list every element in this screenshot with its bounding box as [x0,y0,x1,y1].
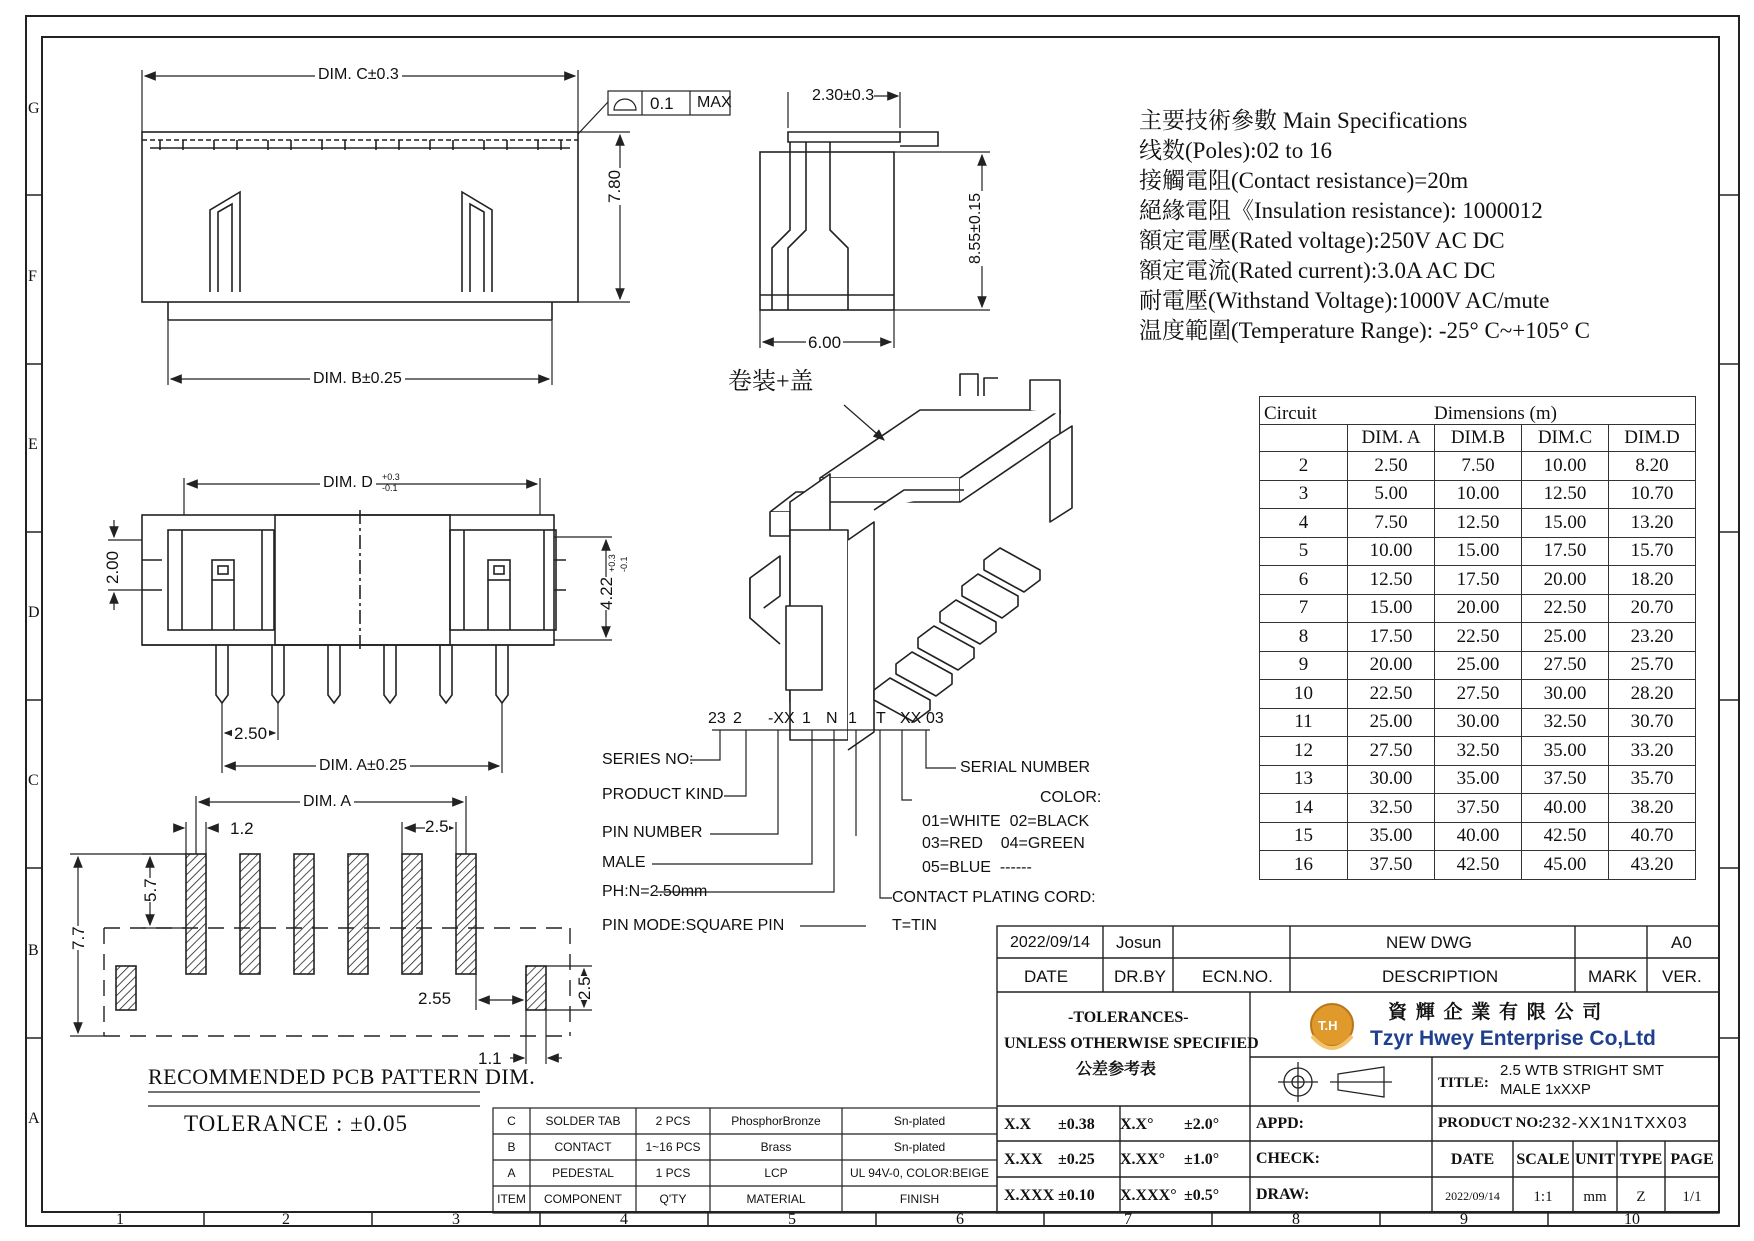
grid-row-label: B [28,942,39,959]
projection-symbol [1278,1062,1392,1102]
dim-table-cell: 10.00 [1348,537,1435,566]
tb-bottom-value: Z [1636,1189,1646,1205]
dim-table-cell: 27.50 [1348,737,1435,766]
bom-header-cell: COMPONENT [544,1192,622,1206]
code-male-label: MALE [602,854,646,871]
dim-table-cell: 8 [1260,623,1348,652]
logo-text: T.H [1318,1018,1338,1033]
spec-title: 主要技術參數 Main Specifications [1139,108,1468,133]
dim-table-cell: 12.50 [1435,509,1522,538]
dim-table-row [1260,566,1696,595]
dim-table-row [1260,765,1696,794]
dim-table-cell: 40.00 [1435,822,1522,851]
pcb-pattern-dims [70,796,592,1106]
dim-table-cell: 15.00 [1435,537,1522,566]
dim-table-cell: 35.70 [1609,765,1696,794]
dim-table-cell: 7.50 [1435,452,1522,481]
top-view-dims [142,70,730,385]
tol-cn: 公差参考表 [1076,1061,1157,1078]
dim-table-cell: 33.20 [1609,737,1696,766]
dim-table-row [1260,851,1696,880]
flatness-max: MAX [697,94,732,111]
grid-col-label: 2 [282,1211,290,1228]
dim-table-cell: 42.50 [1522,822,1609,851]
bom-cell: PhosphorBronze [731,1114,821,1128]
dim-table-cell: 42.50 [1435,851,1522,880]
tb-date-value: 2022/09/14 [1010,934,1091,951]
dim-table-cell: 22.50 [1435,623,1522,652]
side-width: 6.00 [808,333,842,352]
dim-table-circuit-header: Circuit [1264,403,1317,424]
part-code-segment: 1 [848,710,857,727]
tolerance-cell: ±0.38 [1058,1116,1095,1133]
dim-table-group-header: Dimensions (m) [1434,403,1557,424]
dim-table-row [1260,537,1696,566]
tb-check-label: CHECK: [1256,1150,1320,1167]
dim-table-row [1260,680,1696,709]
grid-col-label: 3 [452,1211,460,1228]
dim-table-header-cell: DIM. A [1348,425,1435,452]
dim-d-tol-down: -0.1 [382,483,398,493]
dim-table-cell: 8.20 [1609,452,1696,481]
dim-table-cell: 7 [1260,594,1348,623]
code-pitch-label: PH:N=2.50mm [602,883,708,900]
dim-table-cell: 2 [1260,452,1348,481]
dim-table-header-row [1260,425,1696,452]
grid-row-label: E [28,436,38,453]
dim-table-cell: 30.70 [1609,708,1696,737]
tb-bottom-value: mm [1583,1189,1607,1205]
dim-table-cell: 17.50 [1435,566,1522,595]
dim-table-cell: 40.00 [1522,794,1609,823]
code-serial-label: SERIAL NUMBER [960,759,1091,776]
grid-col-label: 5 [788,1211,796,1228]
tb-bottom-header: DATE [1450,1151,1495,1168]
tb-bottom-header: TYPE [1619,1151,1663,1168]
grid-row-label: G [28,100,40,117]
part-code-segment: 2 [733,710,742,727]
pcb-tab-height: 2.5 [575,976,594,1000]
bom-cell: 1 PCS [655,1166,691,1180]
dim-table-cell: 10.70 [1609,480,1696,509]
dim-table-cell: 38.20 [1609,794,1696,823]
code-color-line-1: 01=WHITE 02=BLACK [922,813,1090,830]
tb-mark-header: MARK [1588,967,1638,986]
grid-col-label: 1 [116,1211,124,1228]
dim-table-cell: 35.00 [1435,765,1522,794]
tb-bottom-header: PAGE [1670,1151,1714,1168]
tol-subtitle: UNLESS OTHERWISE SPECIFIED [1004,1035,1259,1052]
part-code-segment: 1 [802,710,811,727]
dim-table-row [1260,623,1696,652]
code-series-label: SERIES NO: [602,751,694,768]
tb-drby-value: Josun [1116,933,1162,952]
dim-table-cell: 27.50 [1522,651,1609,680]
dim-table-cell: 18.20 [1609,566,1696,595]
pcb-dim-a: DIM. A [300,794,354,810]
dim-table-cell: 15 [1260,822,1348,851]
dim-table-cell: 22.50 [1522,594,1609,623]
dim-table-cell: 10 [1260,680,1348,709]
tolerance-cell: X.X [1004,1116,1032,1133]
dim-table-header-frame [1259,396,1696,425]
part-code-segment: 23 [708,710,726,727]
pcb-pitch: 2.5 [425,817,449,836]
bom-cell: 1~16 PCS [645,1140,701,1154]
pcb-title: RECOMMENDED PCB PATTERN DIM. [148,1064,536,1089]
tb-bottom-value: 1/1 [1682,1189,1702,1205]
dim-table-header-cell: DIM.D [1609,425,1696,452]
dim-table-cell: 3 [1260,480,1348,509]
iso-label-leader [844,405,884,440]
bom-cell: 2 PCS [655,1114,691,1128]
dim-table-cell: 45.00 [1522,851,1609,880]
tb-title-line-2: MALE 1xXXP [1500,1081,1591,1098]
front-h2-tol-down: -0.1 [619,556,629,572]
top-height-label: 7.80 [605,169,624,203]
grid-row-label: C [28,772,39,789]
dim-a-label: DIM. A±0.25 [316,758,410,774]
dim-table-cell: 23.20 [1609,623,1696,652]
dim-table-cell: 20.70 [1609,594,1696,623]
bom-header-cell: FINISH [899,1192,940,1206]
part-code-segment: 03 [926,710,944,727]
flatness-value: 0.1 [650,94,674,113]
dim-table-cell: 10.00 [1435,480,1522,509]
dim-table-cell: 6 [1260,566,1348,595]
spec-line: 线数(Poles):02 to 16 [1139,138,1332,163]
code-plating-value: T=TIN [892,917,937,934]
tb-title-label: TITLE: [1438,1075,1489,1091]
dim-table-cell: 28.20 [1609,680,1696,709]
tolerance-cell: X.X° [1120,1116,1154,1133]
dim-d-label: DIM. D [320,475,376,491]
dim-table-cell: 9 [1260,651,1348,680]
grid-col-label: 8 [1292,1211,1300,1228]
tol-title: -TOLERANCES- [1068,1009,1189,1026]
bom-cell: A [507,1166,516,1180]
side-top-width: 2.30±0.3 [812,87,875,104]
dim-table-row [1260,708,1696,737]
bom-cell: PEDESTAL [552,1166,614,1180]
dim-table-row [1260,594,1696,623]
grid-col-label: 10 [1624,1211,1640,1228]
dim-table-cell: 17.50 [1522,537,1609,566]
bom-cell: C [507,1114,516,1128]
dim-table-cell: 10.00 [1522,452,1609,481]
dim-b-label: DIM. B±0.25 [310,371,405,387]
dim-table-cell: 37.50 [1522,765,1609,794]
dim-table-cell: 30.00 [1348,765,1435,794]
tolerance-cell: ±0.5° [1184,1187,1220,1204]
dimensions-table [1259,424,1696,880]
dim-table-row [1260,509,1696,538]
part-code-segment: N [826,710,838,727]
grid-col-label: 7 [1124,1211,1132,1228]
tolerance-cell: ±0.25 [1058,1151,1095,1168]
dim-table-cell: 25.70 [1609,651,1696,680]
dim-table-header-cell: DIM.B [1435,425,1522,452]
dim-table-row [1260,822,1696,851]
dim-table-cell: 27.50 [1435,680,1522,709]
dim-table-cell: 15.00 [1522,509,1609,538]
tb-product-no: 232-XX1N1TXX03 [1542,1115,1688,1132]
bom-cell: B [507,1140,516,1154]
spec-line: 絕緣電阻《Insulation resistance): 1000012 [1139,198,1543,223]
tb-desc-value: NEW DWG [1386,933,1472,952]
dim-table-cell: 32.50 [1348,794,1435,823]
pcb-tab-width: 1.1 [478,1049,502,1068]
dim-table-cell: 25.00 [1348,708,1435,737]
dim-table-header-cell: DIM.C [1522,425,1609,452]
grid-col-label: 9 [1460,1211,1468,1228]
spec-line: 額定電壓(Rated voltage):250V AC DC [1139,228,1505,253]
front-height-200: 2.00 [103,550,122,584]
tb-draw-label: DRAW: [1256,1186,1310,1203]
dim-table-cell: 12.50 [1348,566,1435,595]
dim-table-cell: 35.00 [1348,822,1435,851]
code-pin-number-label: PIN NUMBER [602,824,703,841]
tolerance-cell: X.XX° [1120,1151,1166,1168]
dim-table-row [1260,452,1696,481]
bom-cell: SOLDER TAB [545,1114,621,1128]
dim-table-cell: 22.50 [1348,680,1435,709]
tolerance-cell: ±2.0° [1184,1116,1220,1133]
bom-cell: UL 94V-0, COLOR:BEIGE [850,1166,989,1180]
tb-bottom-value: 2022/09/14 [1445,1189,1500,1203]
code-plating-label: CONTACT PLATING CORD: [892,889,1096,906]
code-color-line-2: 03=RED 04=GREEN [922,835,1085,852]
dim-table-cell: 37.50 [1435,794,1522,823]
front-height-422: 4.22 [597,576,616,610]
dim-table-cell: 43.20 [1609,851,1696,880]
dim-table-cell: 5 [1260,537,1348,566]
tb-ver-value: A0 [1671,933,1692,952]
bom-cell: Sn-plated [893,1114,946,1128]
tolerance-cell: ±0.10 [1058,1187,1095,1204]
side-view [760,132,938,310]
pcb-gap: 2.55 [418,989,452,1008]
dim-table-cell: 37.50 [1348,851,1435,880]
bom-header-cell: MATERIAL [746,1192,806,1206]
dim-table-cell: 11 [1260,708,1348,737]
tb-appd-label: APPD: [1256,1115,1304,1132]
bom-header-cell: Q'TY [659,1192,687,1206]
dim-d-tol-up: +0.3 [382,472,400,482]
grid-row-label: F [28,268,37,285]
tb-date-header: DATE [1024,967,1069,986]
code-product-kind-label: PRODUCT KIND [602,786,724,803]
dim-table-cell: 32.50 [1522,708,1609,737]
dim-table-cell: 30.00 [1435,708,1522,737]
grid-col-label: 6 [956,1211,964,1228]
bom-cell: CONTACT [554,1140,612,1154]
dim-table-cell: 14 [1260,794,1348,823]
dim-table-cell: 17.50 [1348,623,1435,652]
dim-c-label: DIM. C±0.3 [315,67,402,83]
dim-table-cell: 32.50 [1435,737,1522,766]
bom-cell: LCP [764,1166,788,1180]
part-code-segment: XX [900,710,922,727]
grid-row-label: D [28,604,40,621]
spec-line: 額定電流(Rated current):3.0A AC DC [1139,258,1496,283]
spec-line: 耐電壓(Withstand Voltage):1000V AC/mute [1139,288,1550,313]
dim-table-cell: 20.00 [1348,651,1435,680]
dim-table-cell: 25.00 [1435,651,1522,680]
tolerance-cell: X.XXX [1004,1187,1055,1204]
front-view-pins [216,645,508,703]
dim-table-cell: 13.20 [1609,509,1696,538]
part-code-segment: -XX [768,710,795,727]
dim-table-row [1260,480,1696,509]
tb-bottom-value: 1:1 [1533,1189,1553,1205]
tb-bottom-header: SCALE [1516,1151,1570,1168]
front-pitch: 2.50 [234,724,268,743]
dim-table-cell: 15.00 [1348,594,1435,623]
dim-table-cell: 20.00 [1522,566,1609,595]
tb-desc-header: DESCRIPTION [1382,967,1499,986]
code-color-line-3: 05=BLUE ------ [922,859,1032,876]
pcb-height-77: 7.7 [69,926,88,950]
dim-table-cell: 40.70 [1609,822,1696,851]
dim-table-cell: 30.00 [1522,680,1609,709]
dim-table-cell: 7.50 [1348,509,1435,538]
dim-table-cell: 16 [1260,851,1348,880]
pcb-tolerance: TOLERANCE : ±0.05 [184,1111,409,1136]
pcb-pad-width: 1.2 [230,819,254,838]
tb-ver-header: VER. [1662,967,1702,986]
dim-table-row [1260,651,1696,680]
part-code-segment: T [876,710,886,727]
bom-header-cell: ITEM [497,1192,526,1206]
code-color-label: COLOR: [1040,789,1102,806]
tolerance-cell: X.XX [1004,1151,1043,1168]
dim-table-row [1260,794,1696,823]
grid-row-label: A [28,1110,40,1127]
dim-table-cell: 2.50 [1348,452,1435,481]
pcb-height-57: 5.7 [141,878,160,902]
side-height: 8.55±0.15 [967,192,984,264]
dim-table-cell: 12.50 [1522,480,1609,509]
dim-table-cell: 15.70 [1609,537,1696,566]
iso-view-label: 卷装+盖 [728,369,814,395]
iso-view [750,374,1072,750]
tb-ecn-header: ECN.NO. [1202,967,1273,986]
dim-table-cell: 5.00 [1348,480,1435,509]
dim-table-cell: 35.00 [1522,737,1609,766]
spec-line: 接觸電阻(Contact resistance)=20m [1139,168,1469,193]
dim-table-cell: 12 [1260,737,1348,766]
tb-drby-header: DR.BY [1114,967,1166,986]
front-view [142,510,566,703]
dim-table-row [1260,737,1696,766]
dim-table-cell: 20.00 [1435,594,1522,623]
tb-title-line-1: 2.5 WTB STRIGHT SMT [1500,1062,1664,1079]
bom-cell: Sn-plated [893,1140,946,1154]
dim-table-cell: 4 [1260,509,1348,538]
pcb-pattern [104,854,570,1036]
tolerance-cell: ±1.0° [1184,1151,1220,1168]
top-view [142,132,578,320]
bom-cell: Brass [760,1140,792,1154]
dim-table-cell: 13 [1260,765,1348,794]
tolerance-cell: X.XXX° [1120,1187,1177,1204]
spec-line: 温度範圍(Temperature Range): -25° C~+105° C [1139,318,1590,343]
company-name-en: Tzyr Hwey Enterprise Co,Ltd [1370,1027,1656,1050]
dim-table-cell: 25.00 [1522,623,1609,652]
grid-col-label: 4 [620,1211,628,1228]
code-pin-mode-label: PIN MODE:SQUARE PIN [602,917,785,934]
front-h2-tol-up: +0.3 [607,554,617,572]
dim-table-header-cell [1260,425,1348,452]
tb-product-label: PRODUCT NO: [1438,1115,1544,1131]
company-name-cn: 資 輝 企 業 有 限 公 司 [1388,1002,1604,1023]
tb-bottom-header: UNIT [1574,1151,1615,1168]
